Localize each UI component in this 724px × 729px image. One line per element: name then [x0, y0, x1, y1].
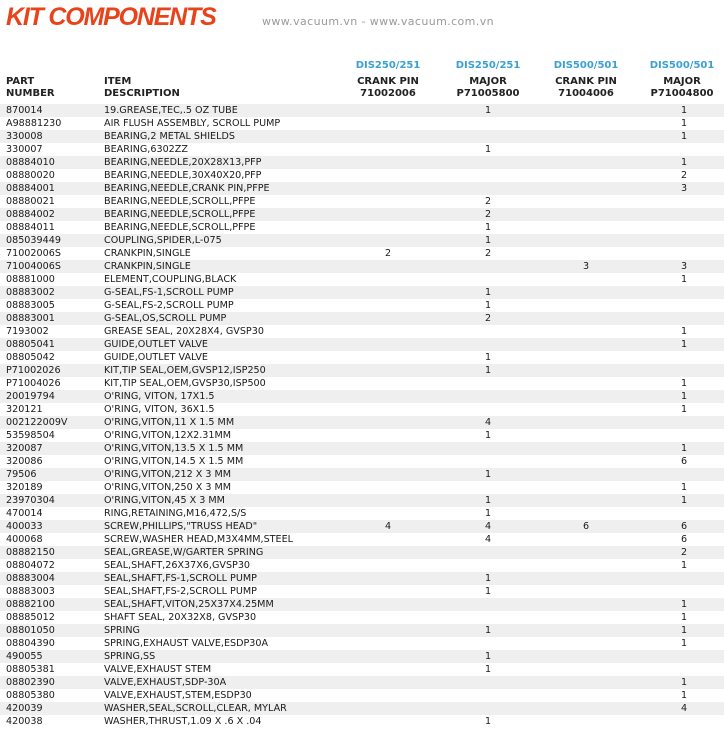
table-row [0, 195, 724, 208]
quantity-cell: 1 [680, 677, 688, 688]
table-row [0, 507, 724, 520]
part-number-cell: 08882100 [6, 599, 55, 610]
description-cell: CRANKPIN,SINGLE [104, 261, 191, 272]
description-cell: SEAL,SHAFT,FS-2,SCROLL PUMP [104, 586, 257, 597]
quantity-cell: 3 [582, 261, 590, 272]
description-cell: O'RING, VITON, 17X1.5 [104, 391, 215, 402]
part-number-cell: 08802390 [6, 677, 55, 688]
quantity-cell: 1 [680, 118, 688, 129]
kit-type: MAJOR [469, 76, 507, 87]
item-description-header [104, 76, 180, 100]
quantity-cell: 1 [484, 235, 492, 246]
table-row [0, 650, 724, 663]
table-row [0, 351, 724, 364]
kit-series: DIS500/501 [649, 60, 715, 71]
quantity-cell: 2 [484, 209, 492, 220]
part-number-cell: 08884002 [6, 209, 55, 220]
table-row [0, 377, 724, 390]
description-cell: BEARING,2 METAL SHIELDS [104, 131, 235, 142]
part-number-cell: 870014 [6, 105, 43, 116]
part-number-cell: 08881000 [6, 274, 55, 285]
table-row [0, 546, 724, 559]
table-row [0, 299, 724, 312]
description-cell: BEARING,NEEDLE,SCROLL,PFPE [104, 222, 256, 233]
quantity-cell: 1 [680, 274, 688, 285]
part-number-cell: 002122009V [6, 417, 68, 428]
quantity-cell: 4 [484, 534, 492, 545]
quantity-cell: 1 [680, 443, 688, 454]
table-row [0, 572, 724, 585]
table-row [0, 208, 724, 221]
part-number-cell: 08885012 [6, 612, 55, 623]
description-cell: SHAFT SEAL, 20X32X8, GVSP30 [104, 612, 257, 623]
table-row [0, 481, 724, 494]
table-row [0, 533, 724, 546]
description-cell: BEARING,NEEDLE,20X28X13,PFP [104, 157, 262, 168]
kit-table-body [0, 104, 724, 728]
quantity-cell: 2 [384, 248, 392, 259]
description-cell: KIT,TIP SEAL,OEM,GVSP12,ISP250 [104, 365, 266, 376]
description-cell: BEARING,NEEDLE,SCROLL,PFPE [104, 209, 256, 220]
table-row [0, 611, 724, 624]
quantity-cell: 1 [680, 157, 688, 168]
quantity-cell: 1 [484, 287, 492, 298]
description-cell: G-SEAL,OS,SCROLL PUMP [104, 313, 227, 324]
quantity-cell: 1 [484, 365, 492, 376]
part-number-cell: 320121 [6, 404, 43, 415]
quantity-cell: 1 [484, 651, 492, 662]
part-number-cell: 08805042 [6, 352, 55, 363]
part-number-cell: 20019794 [6, 391, 55, 402]
quantity-cell: 1 [484, 222, 492, 233]
quantity-cell: 4 [484, 521, 492, 532]
description-cell: GUIDE,OUTLET VALVE [104, 339, 208, 350]
part-number-cell: 08880021 [6, 196, 55, 207]
table-row [0, 455, 724, 468]
table-row [0, 286, 724, 299]
description-cell: CRANKPIN,SINGLE [104, 248, 191, 259]
description-cell: GREASE SEAL, 20X28X4, GVSP30 [104, 326, 264, 337]
page-title: KIT COMPONENTS [6, 3, 216, 31]
part-number-cell: 330007 [6, 144, 43, 155]
quantity-cell: 1 [484, 105, 492, 116]
table-row [0, 403, 724, 416]
quantity-cell: 1 [680, 625, 688, 636]
kit-number: 71004006 [558, 88, 614, 99]
quantity-cell: 1 [484, 716, 492, 727]
part-number-cell: 420039 [6, 703, 43, 714]
description-cell: O'RING,VITON,11 X 1.5 MM [104, 417, 235, 428]
description-cell: BEARING,6302ZZ [104, 144, 188, 155]
part-number-cell: 085039449 [6, 235, 61, 246]
kit-header-4 [640, 60, 724, 100]
quantity-cell: 6 [680, 456, 688, 467]
table-row [0, 104, 724, 117]
part-number-cell: 490055 [6, 651, 43, 662]
description-cell: O'RING,VITON,212 X 3 MM [104, 469, 232, 480]
kit-type: CRANK PIN [555, 76, 617, 87]
part-header-line1: PART [6, 76, 35, 87]
table-row [0, 520, 724, 533]
part-number-cell: 08883005 [6, 300, 55, 311]
table-row [0, 130, 724, 143]
description-cell: BEARING,NEEDLE,30X40X20,PFP [104, 170, 262, 181]
quantity-cell: 6 [582, 521, 590, 532]
part-number-cell: 08884001 [6, 183, 55, 194]
quantity-cell: 4 [484, 417, 492, 428]
kit-header-3 [544, 60, 628, 100]
quantity-cell: 2 [680, 170, 688, 181]
quantity-cell: 3 [680, 261, 688, 272]
kit-type: CRANK PIN [357, 76, 419, 87]
quantity-cell: 1 [484, 664, 492, 675]
item-header-line2: DESCRIPTION [104, 88, 180, 99]
description-cell: RING,RETAINING,M16,472,S/S [104, 508, 247, 519]
description-cell: BEARING,NEEDLE,SCROLL,PFPE [104, 196, 256, 207]
kit-number: 71002006 [360, 88, 416, 99]
part-number-cell: 71002006S [6, 248, 61, 259]
quantity-cell: 1 [484, 573, 492, 584]
part-number-cell: 08884011 [6, 222, 55, 233]
quantity-cell: 1 [680, 599, 688, 610]
part-number-cell: 420038 [6, 716, 43, 727]
item-header-line1: ITEM [104, 76, 132, 87]
watermark-text: www.vacuum.vn - www.vacuum.com.vn [262, 15, 494, 28]
description-cell: KIT,TIP SEAL,OEM,GVSP30,ISP500 [104, 378, 266, 389]
table-row [0, 715, 724, 728]
quantity-cell: 4 [680, 703, 688, 714]
kit-series: DIS500/501 [553, 60, 619, 71]
description-cell: AIR FLUSH ASSEMBLY, SCROLL PUMP [104, 118, 281, 129]
description-cell: ELEMENT,COUPLING,BLACK [104, 274, 237, 285]
part-number-cell: 53598504 [6, 430, 55, 441]
quantity-cell: 2 [680, 547, 688, 558]
quantity-cell: 4 [384, 521, 392, 532]
part-number-cell: 08804072 [6, 560, 55, 571]
table-row [0, 312, 724, 325]
table-row [0, 637, 724, 650]
description-cell: VALVE,EXHAUST,STEM,ESDP30 [104, 690, 252, 701]
quantity-cell: 1 [680, 690, 688, 701]
part-number-cell: 7193002 [6, 326, 49, 337]
quantity-cell: 1 [680, 495, 688, 506]
quantity-cell: 1 [484, 469, 492, 480]
quantity-cell: 1 [680, 105, 688, 116]
quantity-cell: 1 [484, 625, 492, 636]
quantity-cell: 1 [484, 144, 492, 155]
part-number-cell: 08805041 [6, 339, 55, 350]
table-row [0, 182, 724, 195]
quantity-cell: 1 [680, 612, 688, 623]
part-number-cell: 08883001 [6, 313, 55, 324]
quantity-cell: 6 [680, 521, 688, 532]
part-number-cell: P71004026 [6, 378, 61, 389]
quantity-cell: 6 [680, 534, 688, 545]
kit-type: MAJOR [663, 76, 701, 87]
table-row [0, 390, 724, 403]
quantity-cell: 1 [484, 508, 492, 519]
description-cell: VALVE,EXHAUST STEM [104, 664, 212, 675]
quantity-cell: 1 [484, 300, 492, 311]
quantity-cell: 1 [484, 430, 492, 441]
table-row [0, 468, 724, 481]
kit-series: DIS250/251 [455, 60, 521, 71]
kit-header-2 [446, 60, 530, 100]
table-row [0, 260, 724, 273]
quantity-cell: 1 [484, 352, 492, 363]
quantity-cell: 2 [484, 313, 492, 324]
table-row [0, 442, 724, 455]
quantity-cell: 1 [680, 638, 688, 649]
part-number-cell: 08883002 [6, 287, 55, 298]
table-row [0, 663, 724, 676]
part-number-cell: 08882150 [6, 547, 55, 558]
description-cell: SEAL,GREASE,W/GARTER SPRING [104, 547, 264, 558]
part-header-line2: NUMBER [6, 88, 55, 99]
part-number-cell: 08884010 [6, 157, 55, 168]
quantity-cell: 1 [680, 482, 688, 493]
table-row [0, 416, 724, 429]
quantity-cell: 1 [680, 326, 688, 337]
part-number-cell: 470014 [6, 508, 43, 519]
description-cell: SCREW,PHILLIPS,"TRUSS HEAD" [104, 521, 258, 532]
description-cell: GUIDE,OUTLET VALVE [104, 352, 208, 363]
quantity-cell: 3 [680, 183, 688, 194]
part-number-cell: P71002026 [6, 365, 61, 376]
part-number-cell: 79506 [6, 469, 37, 480]
part-number-cell: 08805380 [6, 690, 55, 701]
description-cell: WASHER,SEAL,SCROLL,CLEAR, MYLAR [104, 703, 287, 714]
table-row [0, 585, 724, 598]
part-number-header [6, 76, 55, 100]
quantity-cell: 1 [680, 560, 688, 571]
kit-number: P71005800 [456, 88, 520, 99]
table-row [0, 156, 724, 169]
description-cell: SEAL,SHAFT,FS-1,SCROLL PUMP [104, 573, 257, 584]
quantity-cell: 2 [484, 248, 492, 259]
description-cell: 19.GREASE,TEC,.5 OZ TUBE [104, 105, 238, 116]
description-cell: O'RING,VITON,13.5 X 1.5 MM [104, 443, 244, 454]
part-number-cell: 400068 [6, 534, 43, 545]
kit-number: P71004800 [650, 88, 714, 99]
kit-header-1 [346, 60, 430, 100]
part-number-cell: 08883003 [6, 586, 55, 597]
description-cell: WASHER,THRUST,1.09 X .6 X .04 [104, 716, 262, 727]
table-row [0, 273, 724, 286]
table-row [0, 234, 724, 247]
description-cell: O'RING,VITON,45 X 3 MM [104, 495, 225, 506]
table-row [0, 676, 724, 689]
description-cell: O'RING,VITON,250 X 3 MM [104, 482, 232, 493]
description-cell: COUPLING,SPIDER,L-075 [104, 235, 222, 246]
table-row [0, 624, 724, 637]
part-number-cell: 23970304 [6, 495, 55, 506]
description-cell: O'RING,VITON,12X2.31MM [104, 430, 232, 441]
part-number-cell: 320086 [6, 456, 43, 467]
table-row [0, 494, 724, 507]
quantity-cell: 1 [680, 131, 688, 142]
quantity-cell: 1 [484, 495, 492, 506]
table-row [0, 169, 724, 182]
description-cell: SEAL,SHAFT,VITON,25X37X4.25MM [104, 599, 274, 610]
part-number-cell: 330008 [6, 131, 43, 142]
quantity-cell: 1 [680, 404, 688, 415]
table-row [0, 364, 724, 377]
description-cell: O'RING, VITON, 36X1.5 [104, 404, 215, 415]
table-header [0, 60, 724, 104]
quantity-cell: 1 [680, 339, 688, 350]
table-row [0, 325, 724, 338]
description-cell: SPRING,EXHAUST VALVE,ESDP30A [104, 638, 269, 649]
description-cell: SCREW,WASHER HEAD,M3X4MM,STEEL [104, 534, 294, 545]
quantity-cell: 1 [484, 586, 492, 597]
table-row [0, 338, 724, 351]
description-cell: SEAL,SHAFT,26X37X6,GVSP30 [104, 560, 251, 571]
table-row [0, 702, 724, 715]
part-number-cell: 08805381 [6, 664, 55, 675]
description-cell: SPRING [104, 625, 140, 636]
table-row [0, 689, 724, 702]
table-row [0, 143, 724, 156]
description-cell: VALVE,EXHAUST,SDP-30A [104, 677, 227, 688]
quantity-cell: 2 [484, 196, 492, 207]
table-row [0, 559, 724, 572]
table-row [0, 221, 724, 234]
description-cell: SPRING,SS [104, 651, 156, 662]
part-number-cell: 08883004 [6, 573, 55, 584]
quantity-cell: 1 [680, 378, 688, 389]
description-cell: G-SEAL,FS-1,SCROLL PUMP [104, 287, 234, 298]
description-cell: O'RING,VITON,14.5 X 1.5 MM [104, 456, 244, 467]
part-number-cell: 08804390 [6, 638, 55, 649]
kit-series: DIS250/251 [355, 60, 421, 71]
part-number-cell: 400033 [6, 521, 43, 532]
description-cell: G-SEAL,FS-2,SCROLL PUMP [104, 300, 234, 311]
description-cell: BEARING,NEEDLE,CRANK PIN,PFPE [104, 183, 270, 194]
part-number-cell: 320087 [6, 443, 43, 454]
part-number-cell: 08801050 [6, 625, 55, 636]
part-number-cell: 71004006S [6, 261, 61, 272]
part-number-cell: 08880020 [6, 170, 55, 181]
part-number-cell: A98881230 [6, 118, 62, 129]
table-row [0, 247, 724, 260]
quantity-cell: 1 [680, 391, 688, 402]
table-row [0, 598, 724, 611]
table-row [0, 429, 724, 442]
part-number-cell: 320189 [6, 482, 43, 493]
table-row [0, 117, 724, 130]
